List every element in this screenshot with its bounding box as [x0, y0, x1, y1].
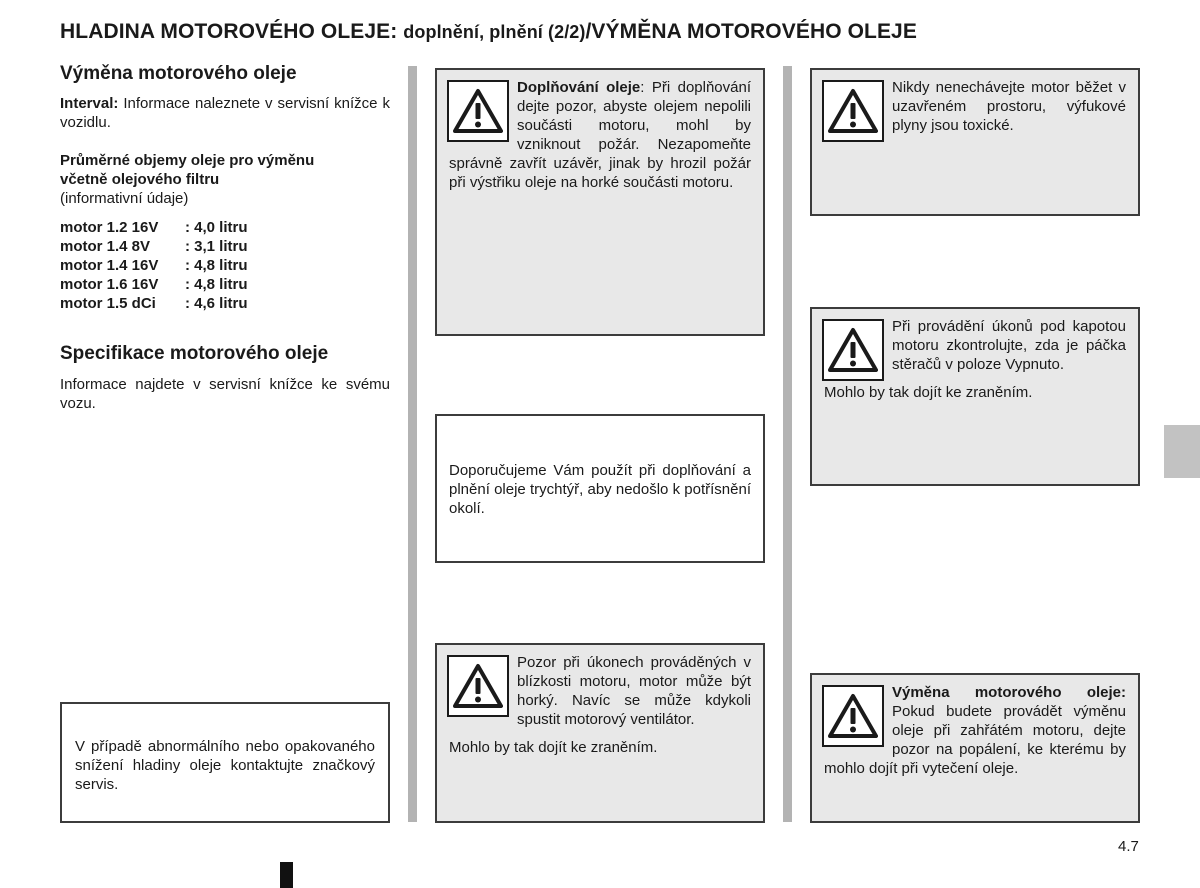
warning-box-hot-engine — [435, 643, 765, 823]
column-divider — [783, 66, 792, 822]
volumes-note: (informativní údaje) — [60, 190, 189, 207]
warning-text-injury: Mohlo by tak dojít ke zraněním. — [824, 384, 1033, 401]
interval-paragraph — [60, 94, 390, 132]
page-number: 4.7 — [1118, 838, 1139, 855]
warning-bold: Doplňování oleje — [517, 79, 641, 96]
engine-row: motor 1.2 16V : 4,0 litru — [60, 219, 248, 236]
interval-text: Informace naleznete v servisní knížce k vozidlu. — [60, 95, 390, 131]
oil-spec-text: Informace najdete v servisní knížce ke svému vozu. — [60, 376, 390, 412]
warning-box-wipers — [810, 307, 1140, 486]
engine-row: motor 1.4 8V : 3,1 litru — [60, 238, 248, 255]
engine-row: motor 1.6 16V : 4,8 litru — [60, 276, 248, 293]
note-box-funnel — [435, 414, 765, 563]
warning-text-injury: Mohlo by tak dojít ke zraněním. — [449, 739, 658, 756]
warning-text: : Při doplňování dejte pozor, abyste olejem nepolili součásti motoru, mohl by vzniknout požár. Nezapomeňte správně zavřít uzávěr, jinak by hrozil požár při výstřiku oleje na horké součásti motoru. — [449, 79, 751, 191]
title-main: HLADINA MOTOROVÉHO OLEJE: — [60, 20, 404, 43]
warning-triangle-icon — [822, 685, 884, 747]
warning-triangle-icon — [447, 80, 509, 142]
title-subtitle: doplnění, plnění (2/2) — [403, 22, 586, 42]
warning-text: Pokud budete provádět výměnu oleje při zahřátém motoru, dejte pozor na popálení, ke kterému by mohlo dojít při vytečení oleje. — [824, 703, 1126, 777]
volumes-heading: Průměrné objemy oleje pro výměnu včetně olejového filtru — [60, 152, 315, 188]
warning-text: Nikdy nenechávejte motor běžet v uzavřeném prostoru, výfukové plyny jsou toxické. — [892, 79, 1126, 134]
crop-mark — [280, 862, 293, 888]
column-divider — [408, 66, 417, 822]
warning-bold: Výměna motorového oleje: — [892, 684, 1126, 701]
engine-volume-list — [60, 218, 248, 313]
warning-triangle-icon — [822, 80, 884, 142]
warning-triangle-icon — [822, 319, 884, 381]
title-second: /VÝMĚNA MOTOROVÉHO OLEJE — [585, 20, 917, 43]
interval-label: Interval: — [60, 95, 119, 112]
engine-row: motor 1.4 16V : 4,8 litru — [60, 257, 248, 274]
note-text: V případě abnormálního nebo opakovaného snížení hladiny oleje kontaktujte značkový servis. — [75, 738, 375, 793]
note-text: Doporučujeme Vám použít při doplňování a plnění oleje trychtýř, aby nedošlo k potřísnění okolí. — [449, 462, 751, 517]
warning-box-exhaust — [810, 68, 1140, 216]
section-heading-oil-spec: Specifikace motorového oleje — [60, 343, 329, 364]
engine-row: motor 1.5 dCi : 4,6 litru — [60, 295, 248, 312]
warning-text: Při provádění úkonů pod kapotou motoru zkontrolujte, zda je páčka stěračů v poloze Vypnuto. — [892, 318, 1126, 373]
chapter-tab — [1164, 425, 1200, 478]
section-heading-oil-change: Výměna motorového oleje — [60, 63, 297, 84]
warning-box-oil-change — [810, 673, 1140, 823]
warning-box-topping-up — [435, 68, 765, 336]
warning-text: Pozor při úkonech prováděných v blízkosti motoru, motor může být horký. Navíc se může kdykoli spustit motorový ventilátor. — [517, 654, 751, 728]
warning-triangle-icon — [447, 655, 509, 717]
note-box-oil-level — [60, 702, 390, 823]
page-title — [60, 20, 1160, 44]
